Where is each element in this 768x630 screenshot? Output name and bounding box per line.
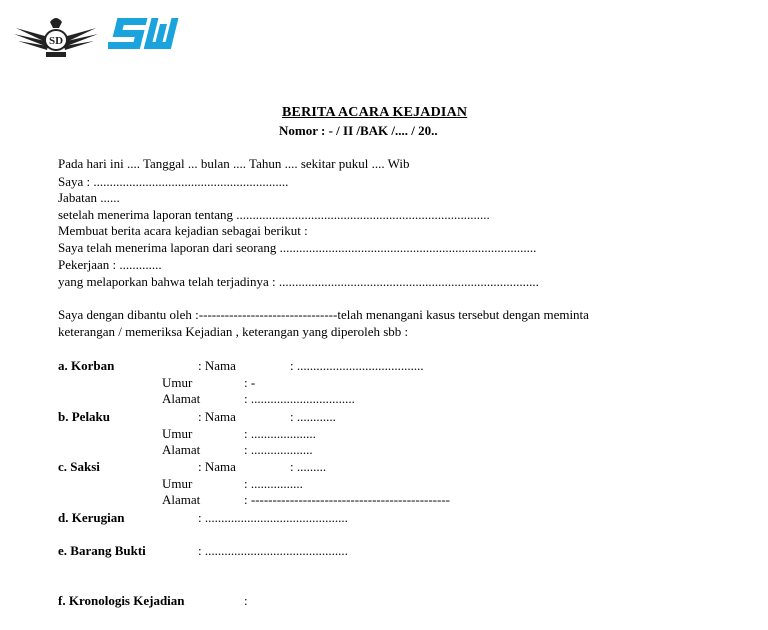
document-number: Nomor : - / II /BAK /.... / 20.. <box>279 123 438 138</box>
saksi-nama-label: : Nama <box>198 459 236 474</box>
body-line-date: Pada hari ini .... Tanggal ... bulan .... Tahun .... sekitar pukul .... Wib <box>58 156 410 171</box>
korban-alamat-label: Alamat <box>162 391 201 406</box>
section-kronologis-label: f. Kronologis Kejadian <box>58 593 185 608</box>
korban-umur-value: : - <box>244 375 256 390</box>
body-line-pekerjaan: Pekerjaan : ............. <box>58 257 162 272</box>
korban-nama-value: : ....................................... <box>290 358 424 373</box>
paragraph-line-2: keterangan / memeriksa Kejadian , keterangan yang diperoleh sbb : <box>58 324 409 339</box>
saksi-umur-value: : ................ <box>244 476 303 491</box>
saksi-alamat-value: : ---------------------------------------------- <box>244 492 451 507</box>
korban-nama-label: : Nama <box>198 358 236 373</box>
section-saksi-label: c. Saksi <box>58 459 100 474</box>
saksi-nama-value: : ......... <box>290 459 327 474</box>
body-line-saya: Saya : ............................................................ <box>58 174 289 189</box>
korban-alamat-value: : ................................ <box>244 391 355 406</box>
section-pelaku-label: b. Pelaku <box>58 409 111 424</box>
kerugian-value: : ............................................ <box>198 510 348 525</box>
body-line-jabatan: Jabatan ...... <box>58 190 120 205</box>
saksi-alamat-label: Alamat <box>162 492 201 507</box>
pelaku-alamat-value: : ................... <box>244 442 313 457</box>
section-kerugian-label: d. Kerugian <box>58 510 125 525</box>
pelaku-nama-value: : ............ <box>290 409 336 424</box>
kronologis-value: : <box>244 593 248 608</box>
logo-sd-text: SD <box>48 35 64 47</box>
paragraph-line-1: Saya dengan dibantu oleh :--------------------------------telah menangani kasus tersebut dengan meminta <box>58 307 589 322</box>
body-line-laporan: setelah menerima laporan tentang .............................................................................. <box>58 207 490 222</box>
document-title: BERITA ACARA KEJADIAN <box>282 105 468 120</box>
body-line-terjadinya: yang melaporkan bahwa telah terjadinya : ................................................................................ <box>58 274 539 289</box>
korban-umur-label: Umur <box>162 375 193 390</box>
stripe-sw-logo <box>108 16 180 54</box>
eagle-sd-logo <box>12 14 100 60</box>
saksi-umur-label: Umur <box>162 476 193 491</box>
section-korban-label: a. Korban <box>58 358 115 373</box>
pelaku-umur-label: Umur <box>162 426 193 441</box>
pelaku-alamat-label: Alamat <box>162 442 201 457</box>
pelaku-nama-label: : Nama <box>198 409 236 424</box>
barang-bukti-value: : ............................................ <box>198 543 348 558</box>
section-barang-bukti-label: e. Barang Bukti <box>58 543 146 558</box>
pelaku-umur-value: : .................... <box>244 426 316 441</box>
body-line-membuat: Membuat berita acara kejadian sebagai berikut : <box>58 223 308 238</box>
body-line-seorang: Saya telah menerima laporan dari seorang ............................................................................... <box>58 240 537 255</box>
